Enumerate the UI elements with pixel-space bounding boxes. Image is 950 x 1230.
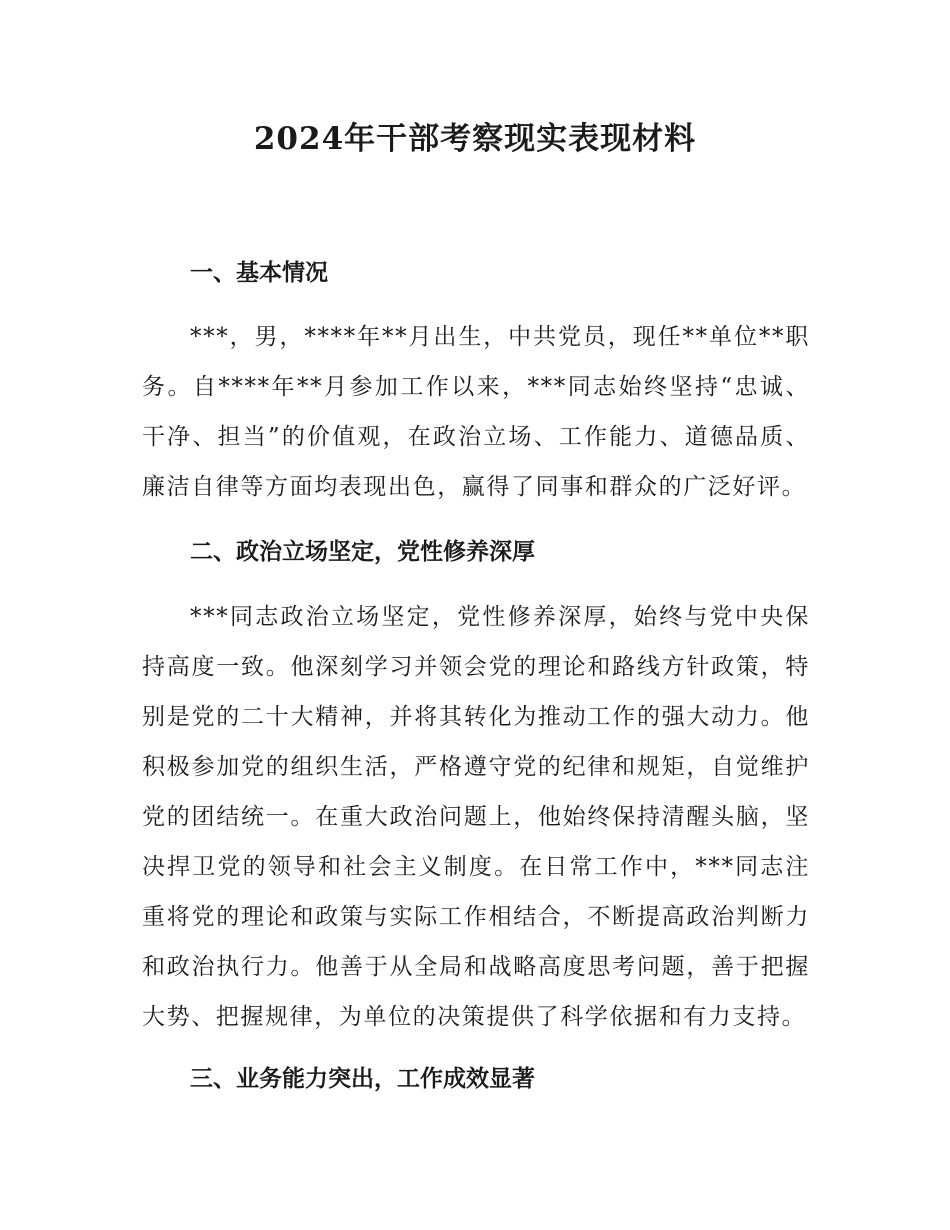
section-heading-work-ability: 三、业务能力突出，工作成效显著 [190, 1066, 535, 1092]
section-paragraph-political-stance: ***同志政治立场坚定，党性修养深厚，始终与党中央保持高度一致。他深刻学习并领会党的理论和路线方针政策，特别是党的二十大精神，并将其转化为推动工作的强大动力。他积极参加党的组织生活，严格遵守党的纪律和规矩，自觉维护党的团结统一。在重大政治问题上，他始终保持清醒头脑，坚决捍卫党的领导和社会主义制度。在日常工作中，***同志注重将党的理论和政策与实际工作相结合，不断提高政治判断力和政治执行力。他善于从全局和战略高度思考问题，善于把握大势、把握规律，为单位的决策提供了科学依据和有力支持。 [142, 604, 810, 1030]
section-paragraph-basic-info: ***，男，****年**月出生，中共党员，现任**单位**职务。自****年**月参加工作以来，***同志始终坚持“忠诚、干净、担当”的价值观，在政治立场、工作能力、道德品质、廉洁自律等方面均表现出色，赢得了同事和群众的广泛好评。 [142, 324, 810, 500]
section-heading-basic-info: 一、基本情况 [190, 260, 328, 286]
section-heading-political-stance: 二、政治立场坚定，党性修养深厚 [190, 539, 535, 565]
document-title: 2024年干部考察现实表现材料 [253, 121, 697, 157]
